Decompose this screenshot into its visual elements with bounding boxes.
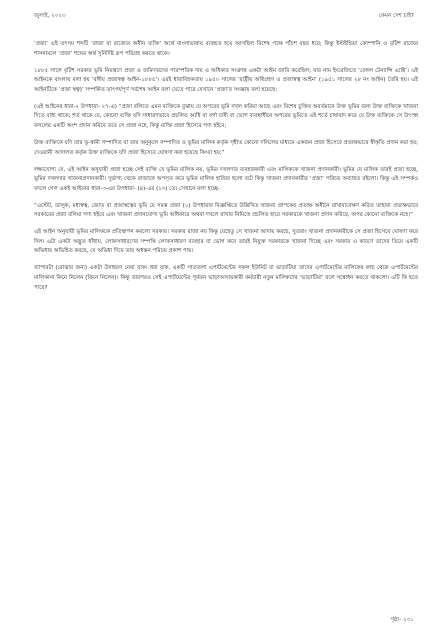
- paragraph-tenancy-act: ১৮৮৫ সালে বৃটিশ সরকার ভূমি নিয়ন্ত্রণে প্রজা ও জমিদারদের পারস্পরিক দায় ও অধিকার সংক্রান্ত একটা আইন জারি করেছিল; যার নাম ইংরেজিতে ‘বেঙ্গল টেন্যান্সি এ্যাক্ট’। এই আইনকে বাংলায় বলা হয় ‘বঙ্গীয় প্রজাস্বত্ব আইন-১৮৮৫’। এরই ধারাবিহকতায় ১৯৫০ সালের ‘রাষ্ট্রীয় অধিগ্রহণ ও প্রজাস্বত্ব আইন’ (১৯৫১ সালের ২৮ নং আইন) তৈরি হয়। এই আইনটিকে ‘প্রজা স্বত্ব)’ সম্পর্কিত তাৎপর্যপূর্ণ সর্বশেষ আইন বলা যেতে পারে যেখানে ‘প্রজা’র সংজ্ঞায় বলা হয়েছে:: [34, 67, 418, 93]
- header-date: জুলাই, ২০২৩: [34, 13, 66, 19]
- paragraph-example: ব্যাপারটা (বোঝার জন্য) একটা উদাহরণ নেয়া যাক। ধরা যাক, একটি সাততলা এপার্টমেন্টের সকল ইউনিট বা ভাড়াটিয়া তাদের এপার্টমেন্টের মালিকের কাছ থেকে এপার্টমেন্টের মালিকানা কিনে নিলেন (কিনে নিলেন)। কিন্তু তারপরও সেই এপার্টমেন্টের পূর্বতন ভাড়াআদায়কারী কর্মচারী নতুন মালিকদের ‘ভাড়াটিয়া’ বলে সম্বোধন করতে থাকলো। এটি কি হতে পারে?: [34, 265, 418, 291]
- page-number: পৃষ্ঠা- ২৩১: [390, 617, 414, 623]
- article-body: [34, 40, 418, 301]
- paragraph-government-role: এই আইন অনুযায়ী ভূমির মালিককে প্রতিস্থাপন করলো সরকার। সরকার রাজা নয় কিন্তু যেহেতু সে খাজনা আদায় করছে, সুতরাং খাজনা প্রদানকারীকে সে প্রজা হিসেবে ঘোষণা করে দিল। এটা একটা অদ্ভুত ধাঁধায়, লোকসাধারণের সম্পত্তি লোকসাধারণ ব্যবহার বা ভোগ করে তারই নিযুক্ত সরকারকে খাজনা দিচ্ছে এবং সরকার এ কারণে তাদের তিয়ে একটি অভিধায় অভিহিত করছে, যে অভিধা দিয়ে তার অধস্তন পরিচয় প্রকাশ পায়।: [34, 229, 418, 255]
- paragraph-intro: ‘প্রজা’ এই তৎসম শব্দটি ‘রাজা বা রাজ্যের অধীন ব্যক্তি’ অর্থে বাংলাভাষায় ব্যবহৃত হয়ে আসছিল বিশেষ পক্ষে পাঁচশ বছর ধরে; কিন্তু ইস্ট‌ইন্ডিয়া কোম্পানি ও বৃটিশ রাজের শাসনামলে ‘প্রজা’ শব্দের অর্থ সুনির্দিষ্ট রূপ পরিগ্রহ করতে থাকে।: [34, 41, 418, 57]
- paragraph-legal-quote: “এস্টেট, তালুক, মধ্যস্বত্ব, জোত বা প্রজাস্বত্বের ভূমি যে সমস্ত প্রজা (১) উপধারার বিজ্ঞপ্তিতে উল্লিখিত খাজনা প্রাপকের প্রত্যক্ষ অধীনে রাখাবাবেক্ষণ করিত তাহারা প্রত্যক্ষভাবে সরকারের প্রজা বলিয়া গণ্য হইবে এবং খাজনা প্রদানযোগ্য ভূমি অধিকারে অথবা দখলে রাখার নিমিত্তে প্রচলিত হারে সরকারকে খাজনা প্রদান করিবে, অপর কোনো ব্যক্তিকে নহে।”: [34, 202, 418, 219]
- page-footer: [390, 616, 414, 625]
- paragraph-analysis: লক্ষ্যযোগ্য যে, এই আইন অনুযায়ী প্রজা হচ্ছে সেই ব্যক্তি যে ভূমির মালিক নয়, ভূমির দখলদার ব্যবহারকারী এবং মালিককে খাজনা প্রদানকারী। ভূমির যে মালিক তারই প্রজা হচ্ছে, ভূমির দখলদার খাজনাপ্রদানকারী। দুর্ভাগ্য থেকে রাজাকে অপসৃত করে ভূমির মালিক হাজির হলো বটে কিন্তু খাজনা প্রদানকারীর ‘প্রজা’ পরিচয় অব্যাহত রইলো। কিন্তু এই সম্পর্কও বদলে গেল একই আইনের ধারা-৩-এর উপধারা- (৪)-এর (১৩) তে। সেখানে বলা হচ্ছে-: [34, 166, 418, 192]
- paragraph-legal-definition: (এই আইনের ধারা-২ উপধারা- ২৭-এ) “প্রজা বলিতে এমন ব্যক্তিকে বুঝায় যে অপরের ভূমি দখল করিয়া আছে এবং বিশেষ চুক্তির অবর্তমানে উক্ত ভূমির জন্য উক্ত ব্যক্তিকে খাজনা দিতে বাধ্য থাকে; শর্ত থাকে যে, কোনো ব্যক্তি যদি সাধারণভাবে প্রচলিত আধি বা বর্গা চাষী বা ভোগ ব্যবস্থাধীনে অপরের ভূমিতে এই শর্তে চাষাবাদ করে যে উক্ত ব্যক্তিকে সে উৎপন্ন ফসলের একটি অংশ প্রদান করিবে তবে সে প্রজা নহে, কিন্তু ব্যক্তি প্রজা হিসেবে গণ্য হইবে;: [34, 103, 418, 129]
- header-journal-title: কেমন দেশ চাই?: [378, 13, 414, 19]
- paragraph-definition-continued: উক্ত ব্যক্তিকে যদি তার ভূ-স্বামী সম্পাদিত বা তার অনুকূলে সম্পাদিত ও ভূমির মালিক কর্তৃক গৃহীত কোনো দলিলের মাধ্যমে একজন প্রজা হিসেবে প্রত্যক্ষভাবে স্বীকৃতি প্রদান করা হয়; দেওয়ানী আদালত কর্তৃক উক্ত ব্যক্তিকে যদি প্রজা হিসেবে ঘোষণা করা হয়েছে কিংবা হয়;”: [34, 139, 418, 156]
- page-header: [34, 12, 414, 21]
